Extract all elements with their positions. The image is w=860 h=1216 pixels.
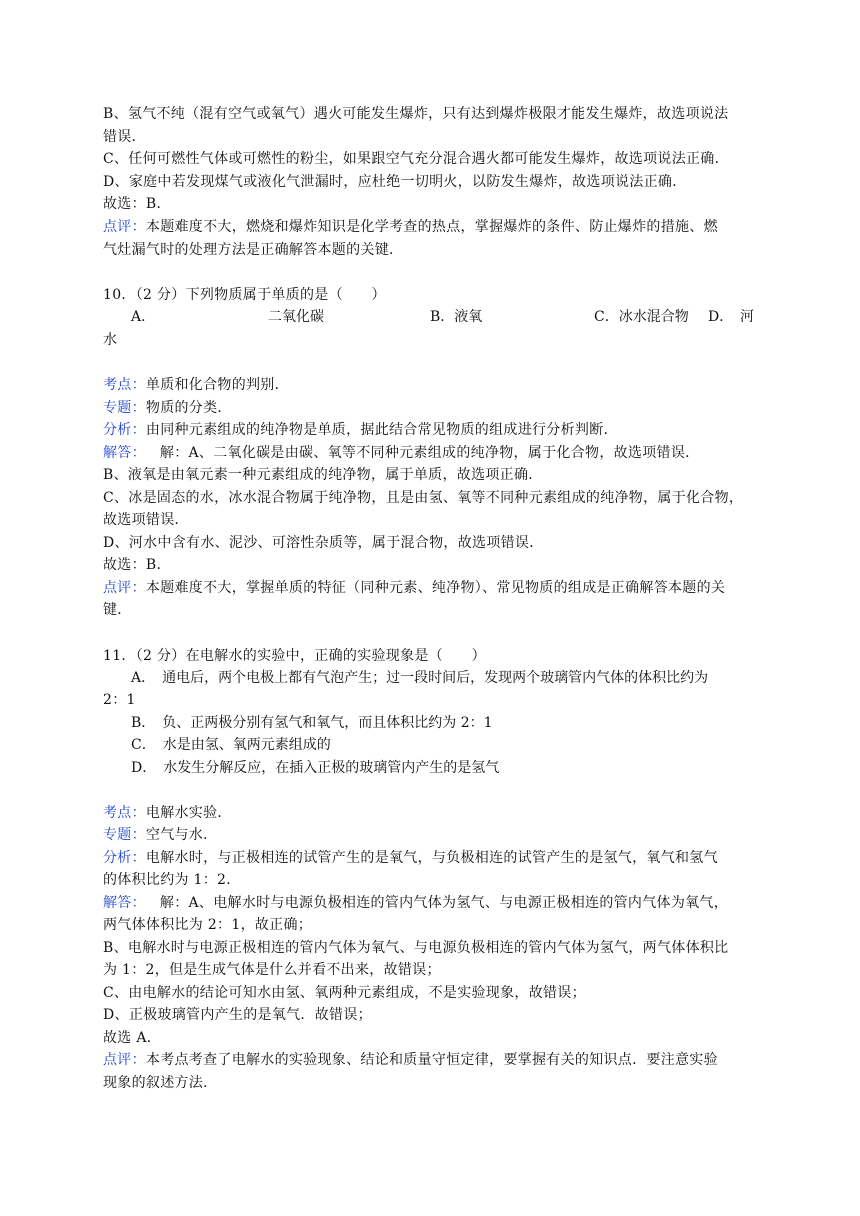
jieda-a-text: 解：A、电解水时与电源负极相连的管内气体为氢气、与电源正极相连的管内气体为氧气，	[159, 895, 729, 911]
q9-comment-line2: 气灶漏气时的处理方法是正确解答本题的关键．	[103, 242, 404, 258]
q10-jieda-c-line1: C、冰是固态的水，冰水混合物属于纯净物，且是由氢、氧等不同种元素组成的纯净物，属于化合物，	[103, 490, 744, 506]
q10-option-a-text: 二氧化碳	[268, 309, 324, 325]
q11-jieda-a-line2: 两气体体积比为 2：1，故正确；	[103, 917, 313, 933]
comment-label: 点评：	[103, 1052, 146, 1068]
kaodian-text: 电解水实验．	[145, 805, 232, 821]
zhuanti-text: 空气与水．	[145, 827, 218, 843]
q11-jieda	[103, 892, 763, 914]
comment-text: 本考点考查了电解水的实验现象、结论和质量守恒定律，要掌握有关的知识点．要注意实验	[145, 1052, 718, 1068]
fenxi-label: 分析：	[103, 422, 146, 438]
q9-choice: 故选：B．	[103, 196, 171, 212]
q11-comment-line2: 现象的叙述方法．	[103, 1075, 218, 1091]
q10-option-d-text: 河	[740, 309, 754, 325]
q11-option-d: D． 水发生分解反应，在插入正极的玻璃管内产生的是氢气	[131, 760, 500, 776]
q11-stem: 11．（2 分）在电解水的实验中，正确的实验现象是（ ）	[103, 648, 486, 664]
comment-label: 点评：	[103, 219, 146, 235]
q10-kaodian	[103, 374, 763, 396]
q9-option-c: C、任何可燃性气体或可燃性的粉尘，如果跟空气充分混合遇火都可能发生爆炸，故选项说法正确．	[103, 151, 729, 167]
q10-jieda	[103, 442, 763, 464]
q10-option-c: C．冰水混合物	[594, 309, 689, 325]
zhuanti-text: 物质的分类．	[145, 400, 232, 416]
comment-text: 本题难度不大，燃烧和爆炸知识是化学考查的热点，掌握爆炸的条件、防止爆炸的措施、燃	[145, 219, 718, 235]
jieda-a-text: 解：A、二氧化碳是由碳、氧等不同种元素组成的纯净物，属于化合物，故选项错误．	[159, 445, 700, 461]
q10-choice: 故选：B．	[103, 557, 171, 573]
q11-jieda-c: C、由电解水的结论可知水由氢、氧两种元素组成，不是实验现象，故错误；	[103, 985, 586, 1001]
jieda-label: 解答：	[103, 445, 146, 461]
q10-stem: 10．（2 分）下列物质属于单质的是（ ）	[103, 287, 386, 303]
q11-choice: 故选 A．	[103, 1030, 162, 1046]
q11-jieda-b-line2: 为 1：2，但是生成气体是什么并看不出来，故错误；	[103, 962, 441, 978]
fenxi-text: 由同种元素组成的纯净物是单质，据此结合常见物质的组成进行分析判断．	[145, 422, 618, 438]
q10-option-d-letter: D．	[708, 309, 734, 325]
q11-zhuanti	[103, 824, 763, 846]
q10-option-a-letter: A．	[131, 309, 156, 325]
q11-option-c: C． 水是由氢、氧两元素组成的	[131, 737, 331, 753]
q9-option-b-line1: B、氢气不纯（混有空气或氧气）遇火可能发生爆炸，只有达到爆炸极限才能发生爆炸，故选项说法	[103, 106, 729, 122]
q10-comment	[103, 577, 763, 599]
q11-comment	[103, 1049, 763, 1071]
comment-text: 本题难度不大，掌握单质的特征（同种元素、纯净物）、常见物质的组成是正确解答本题的关	[145, 580, 726, 596]
q11-jieda-d: D、正极玻璃管内产生的是氧气．故错误；	[103, 1007, 372, 1023]
q11-option-b: B． 负、正两极分别有氢气和氧气，而且体积比约为 2：1	[131, 715, 493, 731]
q10-option-b: B．液氧	[430, 309, 483, 325]
zhuanti-label: 专题：	[103, 827, 146, 843]
zhuanti-label: 专题：	[103, 400, 146, 416]
q10-option-d-text-cont: 水	[103, 332, 118, 348]
q9-option-d: D、家庭中若发现煤气或液化气泄漏时，应杜绝一切明火，以防发生爆炸，故选项说法正确．	[103, 174, 687, 190]
q10-jieda-b: B、液氧是由氧元素一种元素组成的纯净物，属于单质，故选项正确．	[103, 467, 543, 483]
q9-option-b-line2: 错误．	[103, 129, 146, 145]
q11-option-a-line1: A． 通电后，两个电极上都有气泡产生；过一段时间后，发现两个玻璃管内气体的体积比约为	[131, 670, 709, 686]
jieda-label: 解答：	[103, 895, 146, 911]
kaodian-label: 考点：	[103, 377, 146, 393]
q9-comment	[103, 216, 763, 238]
q10-jieda-d: D、河水中含有水、泥沙、可溶性杂质等，属于混合物，故选项错误．	[103, 535, 544, 551]
fenxi-label: 分析：	[103, 850, 146, 866]
comment-label: 点评：	[103, 580, 146, 596]
q10-comment-line2: 键．	[103, 602, 132, 618]
q11-jieda-b-line1: B、电解水时与电源正极相连的管内气体为氧气、与电源负极相连的管内气体为氢气，两气体体积比	[103, 940, 729, 956]
q10-jieda-c-line2: 故选项错误．	[103, 512, 189, 528]
fenxi-text: 电解水时，与正极相连的试管产生的是氧气，与负极相连的试管产生的是氢气，氧气和氢气	[145, 850, 718, 866]
kaodian-text: 单质和化合物的判别．	[145, 377, 289, 393]
q11-fenxi	[103, 847, 763, 869]
q11-option-a-line2: 2：1	[103, 692, 136, 708]
kaodian-label: 考点：	[103, 805, 146, 821]
q10-zhuanti	[103, 397, 763, 419]
q11-kaodian	[103, 802, 763, 824]
q11-fenxi-line2: 的体积比约为 1：2．	[103, 872, 241, 888]
q10-fenxi	[103, 419, 763, 441]
